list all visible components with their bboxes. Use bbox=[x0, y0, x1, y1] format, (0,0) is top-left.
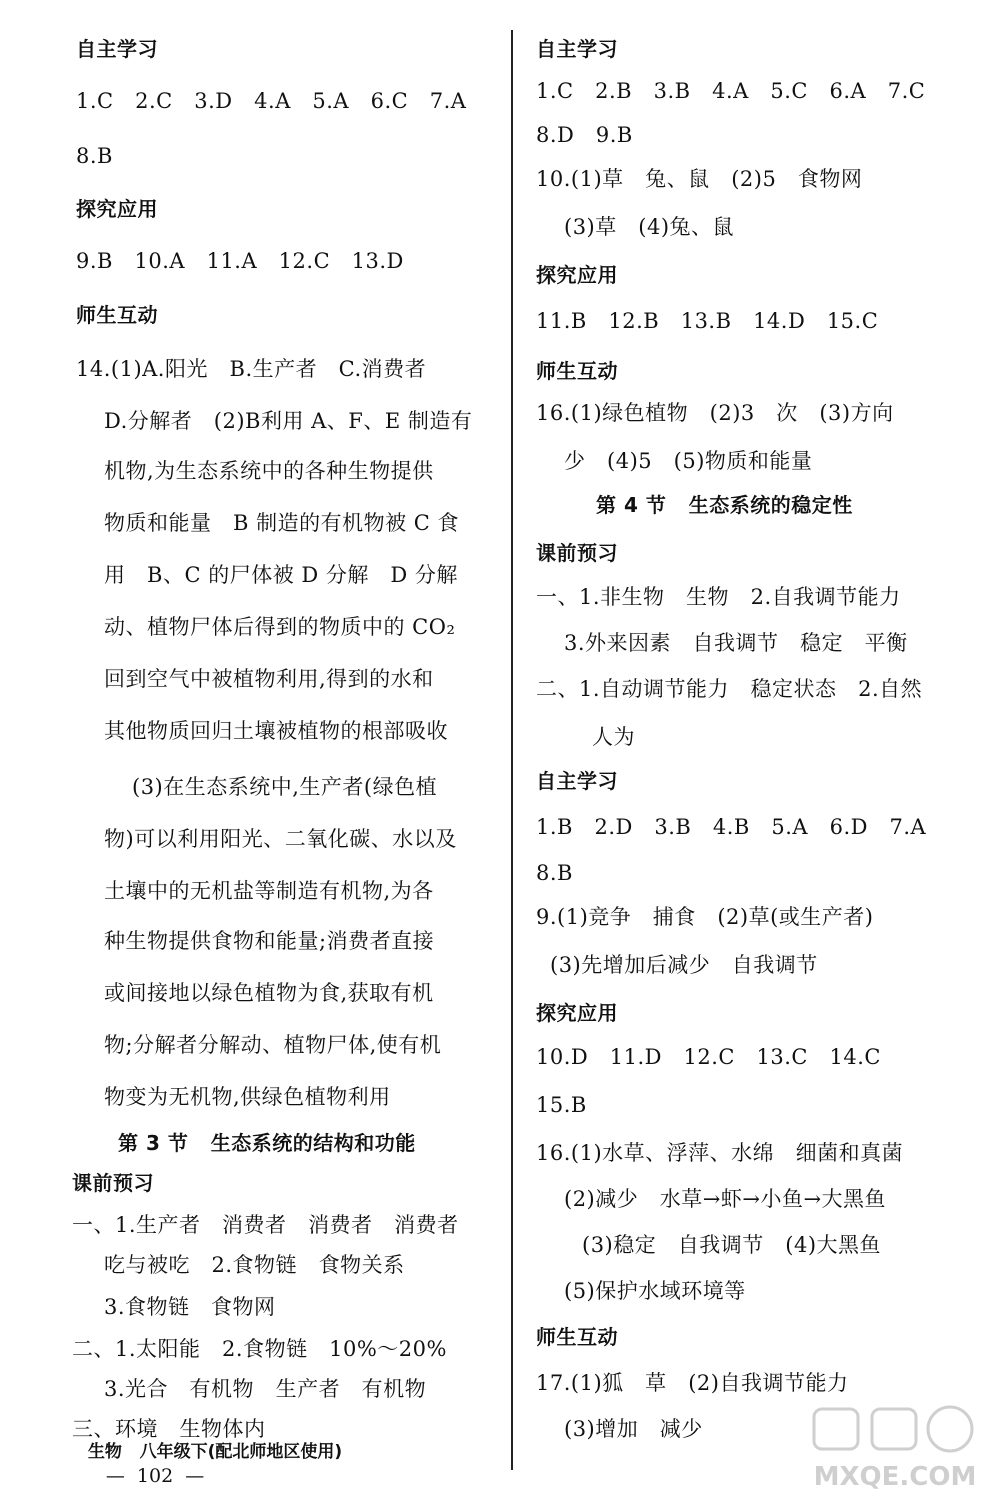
page-number: — 102 — bbox=[105, 1465, 205, 1487]
right-answer-line-30: (3)增加 减少 bbox=[564, 1417, 703, 1441]
right-answer-line-14: 二、1.自动调节能力 稳定状态 2.自然 bbox=[536, 677, 923, 701]
left-answer-line-8: 机物,为生态系统中的各种生物提供 bbox=[104, 459, 434, 483]
left-answer-line-25: 3.食物链 食物网 bbox=[104, 1295, 276, 1319]
column-divider bbox=[511, 30, 513, 1470]
left-answer-line-7: D.分解者 (2)B利用 A、F、E 制造有 bbox=[104, 409, 473, 433]
right-answer-line-26: (3)稳定 自我调节 (4)大黑鱼 bbox=[582, 1233, 882, 1257]
left-answer-line-27: 3.光合 有机物 生产者 有机物 bbox=[104, 1377, 427, 1401]
right-answer-line-22: 10.D 11.D 12.C 13.C 14.C bbox=[536, 1045, 881, 1069]
left-answer-line-24: 吃与被吃 2.食物链 食物关系 bbox=[104, 1253, 405, 1277]
right-answer-line-12: 一、1.非生物 生物 2.自我调节能力 bbox=[536, 585, 901, 609]
right-answer-line-27: (5)保护水域环境等 bbox=[564, 1279, 746, 1303]
right-answer-line-25: (2)减少 水草→虾→小鱼→大黑鱼 bbox=[564, 1187, 887, 1211]
right-heading-0: 自主学习 bbox=[536, 37, 618, 61]
watermark-logo bbox=[800, 1405, 990, 1495]
right-heading-16: 自主学习 bbox=[536, 769, 618, 793]
left-answer-line-13: 其他物质回归土壤被植物的根部吸收 bbox=[104, 719, 448, 743]
left-answer-line-2: 8.B bbox=[76, 144, 113, 168]
right-heading-11: 课前预习 bbox=[536, 541, 618, 565]
left-answer-line-15: 物)可以利用阳光、二氧化碳、水以及 bbox=[104, 827, 457, 851]
left-answer-line-1: 1.C 2.C 3.D 4.A 5.A 6.C 7.A bbox=[76, 89, 467, 113]
left-answer-line-18: 或间接地以绿色植物为食,获取有机 bbox=[104, 981, 434, 1005]
left-answer-line-17: 种生物提供食物和能量;消费者直接 bbox=[104, 929, 435, 953]
right-answer-line-8: 16.(1)绿色植物 (2)3 次 (3)方向 bbox=[536, 401, 894, 425]
left-answer-line-26: 二、1.太阳能 2.食物链 10%～20% bbox=[72, 1337, 447, 1361]
left-answer-line-12: 回到空气中被植物利用,得到的水和 bbox=[104, 667, 434, 691]
right-answer-line-2: 8.D 9.B bbox=[536, 123, 633, 147]
footer-subject: 生物 八年级下(配北师地区使用) bbox=[87, 1442, 343, 1462]
right-answer-line-24: 16.(1)水草、浮萍、水绵 细菌和真菌 bbox=[536, 1141, 904, 1165]
left-answer-line-23: 一、1.生产者 消费者 消费者 消费者 bbox=[72, 1213, 459, 1237]
right-heading-7: 师生互动 bbox=[536, 359, 618, 383]
left-answer-line-6: 14.(1)A.阳光 B.生产者 C.消费者 bbox=[76, 357, 427, 381]
right-answer-line-20: (3)先增加后减少 自我调节 bbox=[550, 953, 818, 977]
right-answer-line-13: 3.外来因素 自我调节 稳定 平衡 bbox=[564, 631, 908, 655]
right-answer-line-23: 15.B bbox=[536, 1093, 587, 1117]
right-answer-line-3: 10.(1)草 兔、鼠 (2)5 食物网 bbox=[536, 167, 863, 191]
right-heading-28: 师生互动 bbox=[536, 1325, 618, 1349]
left-answer-line-9: 物质和能量 B 制造的有机物被 C 食 bbox=[104, 511, 460, 535]
page-footer bbox=[76, 1416, 342, 1489]
right-heading-5: 探究应用 bbox=[536, 263, 618, 287]
left-answer-line-4: 9.B 10.A 11.A 12.C 13.D bbox=[76, 249, 404, 273]
right-heading-21: 探究应用 bbox=[536, 1001, 618, 1025]
left-heading-3: 探究应用 bbox=[76, 197, 158, 221]
right-answer-line-19: 9.(1)竞争 捕食 (2)草(或生产者) bbox=[536, 905, 874, 929]
watermark-text: MXQE.COM bbox=[813, 1462, 977, 1492]
right-answer-line-4: (3)草 (4)兔、鼠 bbox=[564, 215, 735, 239]
left-answer-line-20: 物变为无机物,供绿色植物利用 bbox=[104, 1085, 391, 1109]
right-answer-line-17: 1.B 2.D 3.B 4.B 5.A 6.D 7.A bbox=[536, 815, 927, 839]
left-answer-line-28: 三、环境 生物体内 bbox=[72, 1417, 266, 1441]
left-answer-line-14: (3)在生态系统中,生产者(绿色植 bbox=[132, 775, 438, 799]
left-heading-5: 师生互动 bbox=[76, 303, 158, 327]
right-answer-line-9: 少 (4)5 (5)物质和能量 bbox=[564, 449, 813, 473]
right-answer-line-18: 8.B bbox=[536, 861, 573, 885]
left-answer-line-11: 动、植物尸体后得到的物质中的 CO₂ bbox=[104, 615, 456, 639]
left-heading-0: 自主学习 bbox=[76, 37, 158, 61]
left-answer-line-19: 物;分解者分解动、植物尸体,使有机 bbox=[104, 1033, 442, 1057]
right-answer-line-6: 11.B 12.B 13.B 14.D 15.C bbox=[536, 309, 879, 333]
right-answer-line-1: 1.C 2.B 3.B 4.A 5.C 6.A 7.C bbox=[536, 79, 926, 103]
left-answer-line-10: 用 B、C 的尸体被 D 分解 D 分解 bbox=[104, 563, 458, 587]
left-heading-22: 课前预习 bbox=[72, 1171, 154, 1195]
right-answer-line-29: 17.(1)狐 草 (2)自我调节能力 bbox=[536, 1371, 849, 1395]
right-answer-line-15: 人为 bbox=[592, 725, 635, 749]
left-section-title-21: 第 3 节 生态系统的结构和功能 bbox=[118, 1131, 416, 1155]
left-answer-line-16: 土壤中的无机盐等制造有机物,为各 bbox=[104, 879, 434, 903]
right-section-title-10: 第 4 节 生态系统的稳定性 bbox=[596, 493, 853, 517]
